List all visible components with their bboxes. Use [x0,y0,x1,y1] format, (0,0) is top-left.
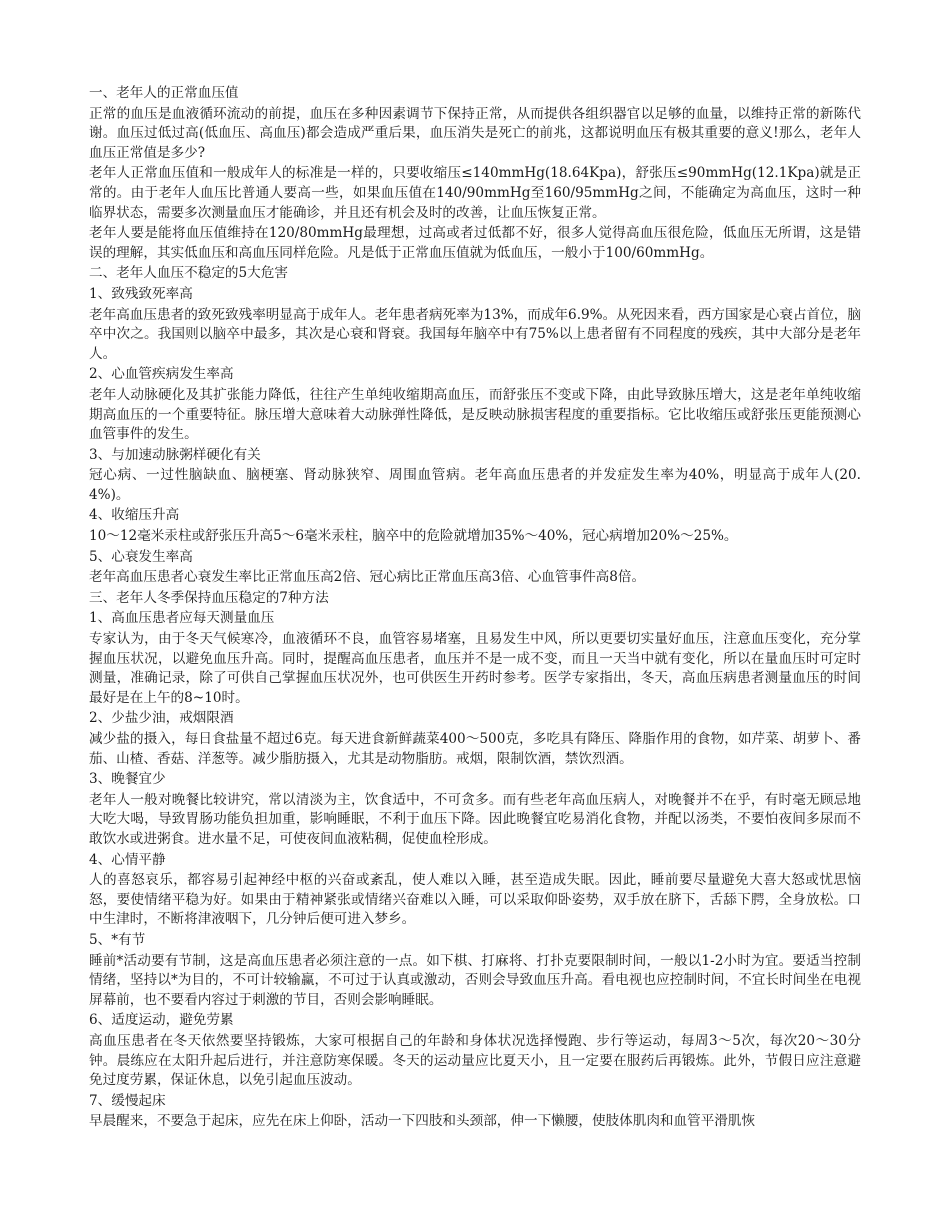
paragraph: 正常的血压是血液循环流动的前提，血压在多种因素调节下保持正常，从而提供各组织器官以足够的血量，以维持正常的新陈代谢。血压过低过高(低血压、高血压)都会造成严重后果，血压消失是死亡的前兆，这都说明血压有极其重要的意义!那么，老年人血压正常值是多少? [89,105,861,161]
section-heading: 5、*有节 [89,931,146,948]
section-heading: 三、老年人冬季保持血压稳定的7种方法 [89,589,329,606]
paragraph: 老年高血压患者心衰发生率比正常血压高2倍、冠心病比正常血压高3倍、心血管事件高8倍。 [89,569,646,586]
paragraph: 老年人要是能将血压值维持在120/80mmHg最理想，过高或者过低都不好，很多人觉得高血压很危险，低血压无所谓，这是错误的理解，其实低血压和高血压同样危险。凡是低于正常血压值就为低血压，一般小于100/60mmHg。 [89,225,861,261]
section-heading: 1、致残致死率高 [89,285,193,302]
section-heading: 2、心血管疾病发生率高 [89,366,234,383]
paragraph: 冠心病、一过性脑缺血、脑梗塞、肾动脉狭窄、周围血管病。老年高血压患者的并发症发生率为40%，明显高于成年人(20.4%)。 [89,467,861,503]
section-heading: 1、高血压患者应每天测量血压 [89,610,275,627]
paragraph: 睡前*活动要有节制，这是高血压患者必须注意的一点。如下棋、打麻将、打扑克要限制时间，一般以1-2小时为宜。要适当控制情绪，坚持以*为目的，不可计较输赢，不可过于认真或激动，否则会导致血压升高。看电视也应控制时间，不宜长时间坐在电视屏幕前，也不要看内容过于刺激的节目，否则会影响睡眠。 [89,952,861,1008]
section-heading: 4、收缩压升高 [89,507,180,524]
paragraph: 专家认为，由于冬天气候寒冷，血液循环不良，血管容易堵塞，且易发生中风，所以更要切实量好血压，注意血压变化，充分掌握血压状况，以避免血压升高。同时，提醒高血压患者，血压并不是一成不变，而且一天当中就有变化，所以在量血压时可定时测量，准确记录，除了可供自己掌握血压状况外，也可供医生开药时参考。医学专家指出，冬天，高血压病患者测量血压的时间最好是在上午的8~10时。 [89,631,861,706]
section-heading: 6、适度运动，避免劳累 [89,1012,234,1029]
paragraph: 人的喜怒哀乐，都容易引起神经中枢的兴奋或紊乱，使人难以入睡，甚至造成失眠。因此，睡前要尽量避免大喜大怒或忧思恼怒，要使情绪平稳为好。如果由于精神紧张或情绪兴奋难以入睡，可以采取仰卧姿势，双手放在脐下，舌舔下腭，全身放松。口中生津时，不断将津液咽下，几分钟后便可进入梦乡。 [89,872,861,928]
paragraph: 减少盐的摄入，每日食盐量不超过6克。每天进食新鲜蔬菜400～500克，多吃具有降压、降脂作用的食物，如芹菜、胡萝卜、番茄、山楂、香菇、洋葱等。减少脂肪摄入，尤其是动物脂肪。戒烟，限制饮酒，禁饮烈酒。 [89,731,861,767]
section-heading: 5、心衰发生率高 [89,548,193,565]
section-heading: 二、老年人血压不稳定的5大危害 [89,265,288,282]
paragraph: 早晨醒来，不要急于起床，应先在床上仰卧，活动一下四肢和头颈部，伸一下懒腰，使肢体肌肉和血管平滑肌恢 [89,1113,756,1130]
section-heading: 2、少盐少油，戒烟限酒 [89,710,234,727]
paragraph: 10～12毫米汞柱或舒张压升高5～6毫米汞柱，脑卒中的危险就增加35%～40%，冠心病增加20%～25%。 [89,528,738,545]
section-heading: 一、老年人的正常血压值 [89,85,239,101]
section-heading: 4、心情平静 [89,851,166,868]
section-heading: 3、晚餐宜少 [89,771,166,788]
section-heading: 7、缓慢起床 [89,1092,166,1109]
paragraph: 老年人一般对晚餐比较讲究，常以清淡为主，饮食适中，不可贪多。而有些老年高血压病人，对晚餐并不在乎，有时毫无顾忌地大吃大喝，导致胃肠功能负担加重，影响睡眠，不利于血压下降。因此晚餐宜吃易消化食物，并配以汤类，不要怕夜间多尿而不敢饮水或进粥食。进水量不足，可使夜间血液粘稠，促使血栓形成。 [89,791,861,847]
paragraph: 高血压患者在冬天依然要坚持锻炼，大家可根据自己的年龄和身体状况选择慢跑、步行等运动，每周3～5次，每次20～30分钟。晨练应在太阳升起后进行，并注意防寒保暖。冬天的运动量应比夏天小，且一定要在服药后再锻炼。此外，节假日应注意避免过度劳累，保证休息，以免引起血压波动。 [89,1032,861,1089]
paragraph: 老年人动脉硬化及其扩张能力降低，往往产生单纯收缩期高血压，而舒张压不变或下降，由此导致脉压增大，这是老年单纯收缩期高血压的一个重要特征。脉压增大意味着大动脉弹性降低，是反映动脉损害程度的重要指标。它比收缩压或舒张压更能预测心血管事件的发生。 [89,386,861,443]
section-heading: 3、与加速动脉粥样硬化有关 [89,446,261,463]
paragraph: 老年人正常血压值和一般成年人的标准是一样的，只要收缩压≤140mmHg(18.64Kpa)，舒张压≤90mmHg(12.1Kpa)就是正常的。由于老年人血压比普通人要高一些，如果血压值在140/90mmHg至160/95mmHg之间，不能确定为高血压，这时一种临界状态，需要多次测量血压才能确诊，并且还有机会及时的改善，让血压恢复正常。 [89,165,861,221]
paragraph: 老年高血压患者的致死致残率明显高于成年人。老年患者病死率为13%，而成年6.9%。从死因来看，西方国家是心衰占首位，脑卒中次之。我国则以脑卒中最多，其次是心衰和肾衰。我国每年脑卒中有75%以上患者留有不同程度的残疾，其中大部分是老年人。 [89,306,861,362]
document-body [89,84,861,1133]
